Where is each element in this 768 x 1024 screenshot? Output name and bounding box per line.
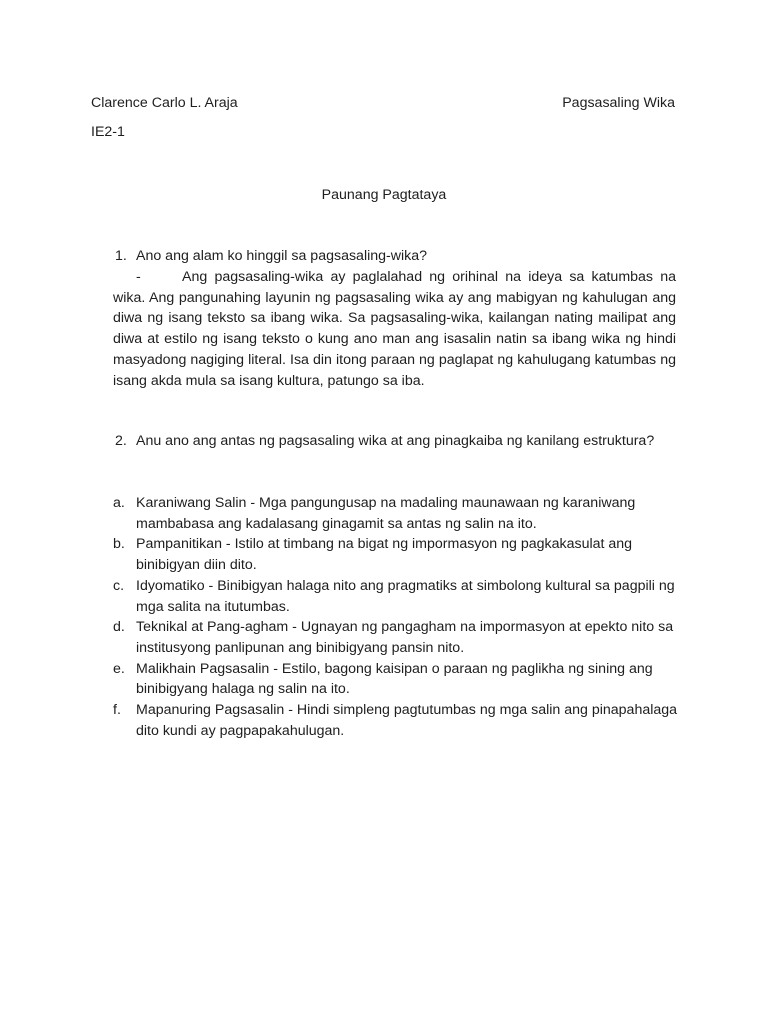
list-item <box>113 700 679 741</box>
list-item-text: Idyomatiko - Binibigyan halaga nito ang pragmatiks at simbolong kultural sa pagpili ng mga salita na itutumbas. <box>136 577 675 615</box>
list-marker: e. <box>113 660 125 677</box>
course-name: Pagsasaling Wika <box>562 95 675 111</box>
section-code: IE2-1 <box>91 124 125 140</box>
list-item <box>113 576 679 617</box>
list-item <box>113 493 679 534</box>
list-item <box>113 659 679 700</box>
list-marker: f. <box>113 702 121 719</box>
list-item-text: Mapanuring Pagsasalin - Hindi simpleng pagtutumbas ng mga salin ang pinapahalaga dito kundi ay pagpapakahulugan. <box>136 702 678 739</box>
question-2-text: Anu ano ang antas ng pagsasaling wika at ang pinagkaiba ng kanilang estruktura? <box>136 433 655 449</box>
author-name: Clarence Carlo L. Araja <box>91 95 238 111</box>
list-item <box>113 534 679 575</box>
document-title: Paunang Pagtataya <box>321 187 447 203</box>
list-marker: b. <box>113 536 125 553</box>
list-item-text: Malikhain Pagsasalin - Estilo, bagong kaisipan o paraan ng paglikha ng sining ang binibigyang halaga ng salin na ito. <box>136 660 653 698</box>
translation-levels-list <box>113 493 679 741</box>
list-marker: a. <box>113 495 125 511</box>
answer-dash: - <box>136 269 141 285</box>
answer-text: Ang pagsasaling-wika ay paglalahad ng orihinal na ideya sa katumbas na wika. Ang pangunahing layunin ng pagsasaling wika ay ang mabigyan ng kahulugan ang diwa ng isang teksto sa ibang wika. Sa pagsasaling-wika, kailangan nating mailipat ang diwa at estilo ng isang teksto o kung ano man ang isasalin natin sa ibang wika ng hindi masyadong nagiging literal. Isa din itong paraan ng paglapat ng kahulugang katumbas ng isang akda mula sa isang kultura, patungo sa iba. <box>113 269 676 389</box>
list-marker: d. <box>113 619 125 636</box>
question-2-number: 2. <box>115 433 127 449</box>
list-item-text: Teknikal at Pang-agham - Ugnayan ng pangagham na impormasyon at epekto nito sa institusyong panlipunan ang binibigyang pansin nito. <box>136 619 674 656</box>
question-1-answer <box>113 267 676 391</box>
list-item <box>113 617 679 658</box>
list-marker: c. <box>113 577 125 594</box>
question-1-number: 1. <box>115 248 127 264</box>
list-item-text: Pampanitikan - Istilo at timbang na bigat ng impormasyon ng pagkakasulat ang binibigyan diin dito. <box>136 536 633 574</box>
question-1-text: Ano ang alam ko hinggil sa pagsasaling-wika? <box>136 248 428 264</box>
list-item-text: Karaniwang Salin - Mga pangungusap na madaling maunawaan ng karaniwang mambabasa ang kadalasang ginagamit sa antas ng salin na ito. <box>136 495 636 532</box>
